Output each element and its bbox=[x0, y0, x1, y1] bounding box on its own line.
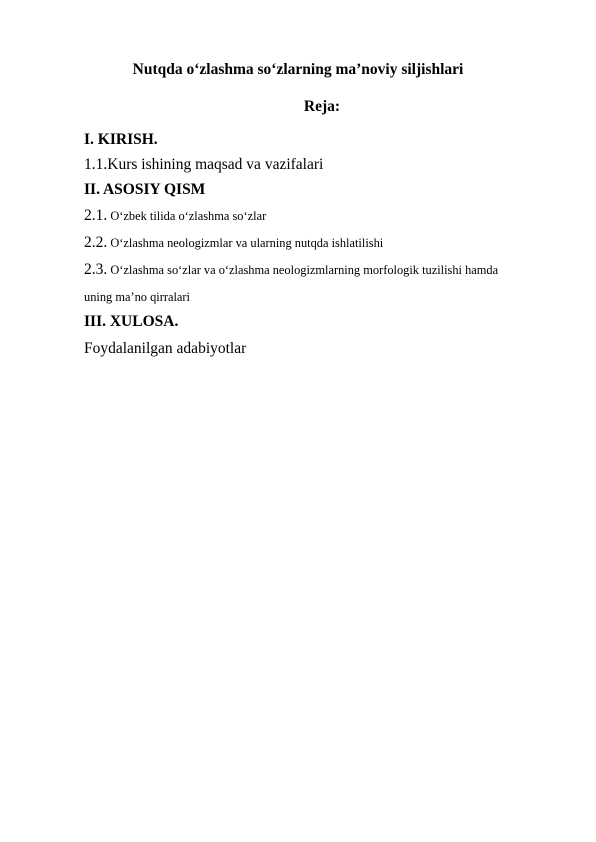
section-introduction: I. KIRISH. bbox=[84, 131, 158, 148]
item-2-1-text: O‘zbek tilida o‘zlashma so‘zlar bbox=[107, 209, 267, 223]
item-2-3 bbox=[84, 260, 498, 280]
item-1-1: 1.1.Kurs ishining maqsad va vazifalari bbox=[84, 156, 324, 173]
item-2-3-continuation: uning ma’no qirralari bbox=[84, 290, 190, 304]
section-main-part: II. ASOSIY QISM bbox=[84, 181, 206, 198]
item-2-2 bbox=[84, 233, 383, 253]
section-conclusion: III. XULOSA. bbox=[84, 313, 179, 330]
item-2-3-text: O‘zlashma so‘zlar va o‘zlashma neologizmlarning morfologik tuzilishi hamda bbox=[107, 263, 499, 277]
item-2-2-text: O‘zlashma neologizmlar va ularning nutqda ishlatilishi bbox=[107, 236, 384, 250]
item-2-1-number: 2.1. bbox=[84, 207, 108, 224]
plan-heading: Reja: bbox=[303, 98, 341, 115]
item-2-2-number: 2.2. bbox=[84, 234, 108, 251]
item-2-1 bbox=[84, 206, 266, 226]
document-title: Nutqda o‘zlashma so‘zlarning ma’noviy siljishlari bbox=[132, 61, 464, 78]
item-2-3-number: 2.3. bbox=[84, 261, 108, 278]
bibliography-item: Foydalanilgan adabiyotlar bbox=[84, 340, 247, 357]
